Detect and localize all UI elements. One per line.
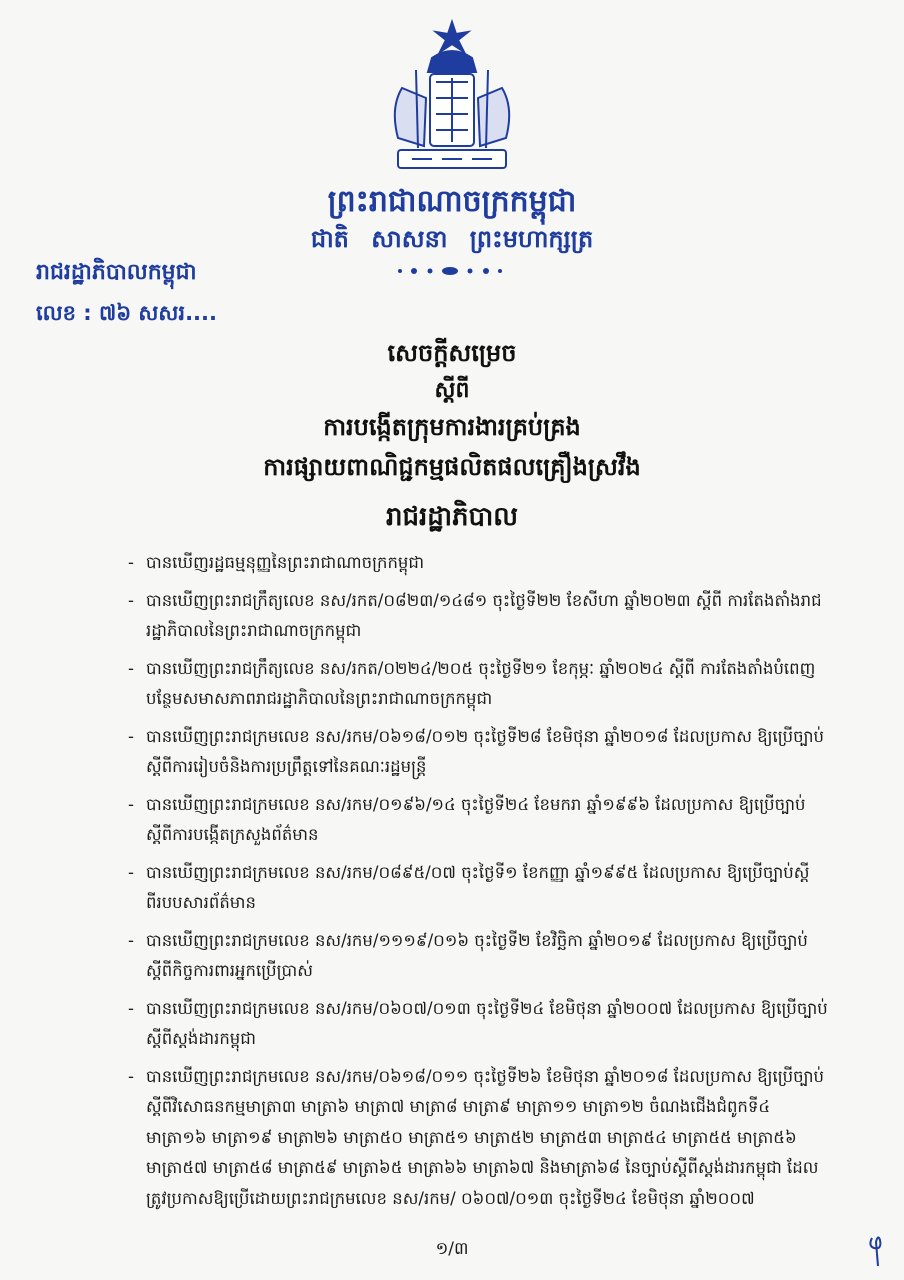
legal-basis-list <box>128 548 828 1221</box>
handwritten-initial-icon <box>866 1232 890 1268</box>
government-heading: រាជរដ្ឋាភិបាល <box>385 502 519 532</box>
title-subject-line1: ការបង្កើតក្រុមការងារគ្រប់គ្រង <box>323 413 581 441</box>
list-item: - បានឃើញព្រះរាជក្រឹត្យលេខ នស/រកត/០២២៤/២០៥ ចុះថ្ងៃទី២១ ខែកុម្ភៈ ឆ្នាំ២០២៤ ស្តីពី ការតែងតាំងបំពេញបន្ថែមសមាសភាពរាជរដ្ឋាភិបាលនៃព្រះរាជាណាចក្រកម្ពុជា <box>128 654 828 715</box>
list-item: - បានឃើញព្រះរាជក្រមលេខ នស/រកម/០៦១៨/០១២ ចុះថ្ងៃទី២៨ ខែមិថុនា ឆ្នាំ២០១៨ ដែលប្រកាស ឱ្យប្រើច្បាប់ស្តីពីការរៀបចំនិងការប្រព្រឹត្តទៅនៃគណៈរដ្ឋមន្ត្រី <box>128 722 828 783</box>
kingdom-heading: ព្រះរាជាណាចក្រកម្ពុជា <box>327 184 577 219</box>
list-item: - បានឃើញព្រះរាជក្រមលេខ នស/រកម/០៦០៧/០១៣ ចុះថ្ងៃទី២៤ ខែមិថុនា ឆ្នាំ២០០៧ ដែលប្រកាស ឱ្យប្រើច្បាប់ស្តីពីស្តង់ដារកម្ពុជា <box>128 994 828 1055</box>
national-motto: ជាតិ សាសនា ព្រះមហាក្សត្រ <box>310 225 594 253</box>
issuing-authority: រាជរដ្ឋាភិបាលកម្ពុជា <box>36 260 197 285</box>
document-title: សេចក្តីសម្រេច <box>387 339 517 367</box>
royal-emblem-icon <box>372 18 532 178</box>
list-item: - បានឃើញព្រះរាជក្រឹត្យលេខ នស/រកត/០៨២៣/១៤៨១ ចុះថ្ងៃទី២២ ខែសីហា ឆ្នាំ២០២៣ ស្តីពី ការតែងតាំងរាជរដ្ឋាភិបាលនៃព្រះរាជាណាចក្រកម្ពុជា <box>128 586 828 647</box>
ornament-divider-icon <box>392 264 508 278</box>
list-item: - បានឃើញព្រះរាជក្រមលេខ នស/រកម/០៨៩៥/០៧ ចុះថ្ងៃទី១ ខែកញ្ញា ឆ្នាំ១៩៩៥ ដែលប្រកាស ឱ្យប្រើច្បាប់ស្តីពីរបបសារព័ត៌មាន <box>128 858 828 919</box>
list-item: - បានឃើញរដ្ឋធម្មនុញ្ញនៃព្រះរាជាណាចក្រកម្ពុជា <box>128 548 828 579</box>
list-item: - បានឃើញព្រះរាជក្រមលេខ នស/រកម/០៦១៨/០១១ ចុះថ្ងៃទី២៦ ខែមិថុនា ឆ្នាំ២០១៨ ដែលប្រកាស ឱ្យប្រើច្បាប់ស្តីពីវិសោធនកម្មមាត្រា៣ មាត្រា៦ មាត្រា៧ មាត្រា៨ មាត្រា៩ មាត្រា១១ មាត្រា១២ ចំណងជើងជំពូកទី៤ មាត្រា១៦ មាត្រា១៩ មាត្រា២៦ មាត្រា៥០ មាត្រា៥១ មាត្រា៥២ មាត្រា៥៣ មាត្រា៥៤ មាត្រា៥៥ មាត្រា៥៦ មាត្រា៥៧ មាត្រា៥៨ មាត្រា៥៩ មាត្រា៦៥ មាត្រា៦៦ មាត្រា៦៧ និងមាត្រា៦៨ នៃច្បាប់ស្តីពីស្តង់ដារកម្ពុជា ដែលត្រូវប្រកាសឱ្យប្រើដោយព្រះរាជក្រមលេខ នស/រកម/ ០៦០៧/០១៣ ចុះថ្ងៃទី២៤ ខែមិថុនា ឆ្នាំ២០០៧ <box>128 1062 828 1215</box>
list-item: - បានឃើញព្រះរាជក្រមលេខ នស/រកម/១១១៩/០១៦ ចុះថ្ងៃទី២ ខែវិច្ឆិកា ឆ្នាំ២០១៩ ដែលប្រកាស ឱ្យប្រើច្បាប់ស្តីពីកិច្ចការពារអ្នកប្រើប្រាស់ <box>128 926 828 987</box>
page-number: ១/៣ <box>435 1239 469 1259</box>
title-subject-line2: ការផ្សាយពាណិជ្ជកម្មផលិតផលគ្រឿងស្រវឹង <box>263 453 641 481</box>
title-subject-label: ស្តីពី <box>434 378 470 403</box>
list-item: - បានឃើញព្រះរាជក្រមលេខ នស/រកម/០១៩៦/១៤ ចុះថ្ងៃទី២៤ ខែមករា ឆ្នាំ១៩៩៦ ដែលប្រកាស ឱ្យប្រើច្បាប់ស្តីពីការបង្កើតក្រសួងព័ត៌មាន <box>128 790 828 851</box>
document-number: លេខ : ៧៦ សសរ.... <box>36 301 217 325</box>
